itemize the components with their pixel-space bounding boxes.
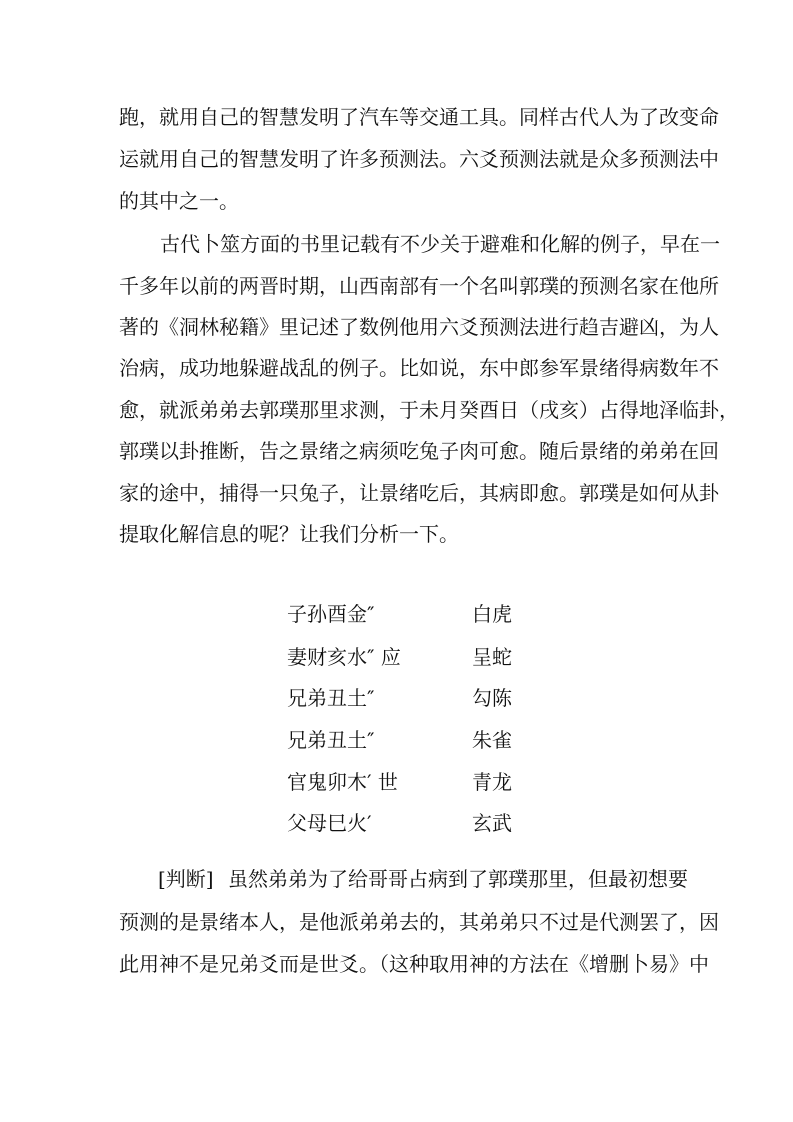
text-line: 古代卜筮方面的书里记载有不少关于避难和化解的例子，早在一 bbox=[160, 232, 720, 256]
hexagram-spirit: 勾陈 bbox=[472, 686, 512, 710]
hexagram-spirit: 呈蛇 bbox=[472, 645, 512, 669]
text-line: 郭璞以卦推断，告之景绪之病须吃兔子肉可愈。随后景绪的弟弟在回 bbox=[119, 439, 719, 463]
text-line: 治病，成功地躲避战乱的例子。比如说，东中郎参军景绪得病数年不 bbox=[119, 356, 719, 380]
text-line: 著的《洞林秘籍》里记述了数例他用六爻预测法进行趋吉避凶，为人 bbox=[119, 315, 719, 339]
text-line: 的其中之一。 bbox=[119, 189, 239, 213]
text-line: 提取化解信息的呢？让我们分析一下。 bbox=[119, 522, 459, 546]
hexagram-line: 兄弟丑土″ bbox=[287, 728, 375, 752]
hexagram-line: 妻财亥水″ 应 bbox=[287, 645, 401, 669]
text-line: 虽然弟弟为了给哥哥占病到了郭璞那里，但最初想要 bbox=[228, 867, 688, 891]
hexagram-spirit: 朱雀 bbox=[472, 728, 512, 752]
hexagram-line: 子孙酉金″ bbox=[287, 602, 375, 626]
hexagram-spirit: 白虎 bbox=[472, 602, 512, 626]
text-line: 家的途中，捕得一只兔子，让景绪吃后，其病即愈。郭璞是如何从卦 bbox=[119, 481, 719, 505]
text-line: 此用神不是兄弟爻而是世爻。（这种取用神的方法在《增删卜易》中 bbox=[119, 952, 709, 976]
text-line: 预测的是景绪本人，是他派弟弟去的，其弟弟只不过是代测罢了，因 bbox=[119, 910, 719, 934]
text-line: 愈，就派弟弟去郭璞那里求测，于未月癸酉日（戌亥）占得地泽临卦， bbox=[119, 398, 739, 422]
hexagram-spirit: 玄武 bbox=[472, 811, 512, 835]
judgment-label: [判断] bbox=[158, 867, 214, 891]
hexagram-line: 官鬼卯木′ 世 bbox=[287, 770, 398, 794]
hexagram-line: 父母巳火′ bbox=[287, 811, 372, 835]
hexagram-line: 兄弟丑土″ bbox=[287, 686, 375, 710]
text-line: 跑，就用自己的智慧发明了汽车等交通工具。同样古代人为了改变命 bbox=[119, 105, 719, 129]
hexagram-spirit: 青龙 bbox=[472, 770, 512, 794]
text-line: 运就用自己的智慧发明了许多预测法。六爻预测法就是众多预测法中 bbox=[119, 147, 719, 171]
text-line: 千多年以前的两晋时期，山西南部有一个名叫郭璞的预测名家在他所 bbox=[119, 274, 719, 298]
